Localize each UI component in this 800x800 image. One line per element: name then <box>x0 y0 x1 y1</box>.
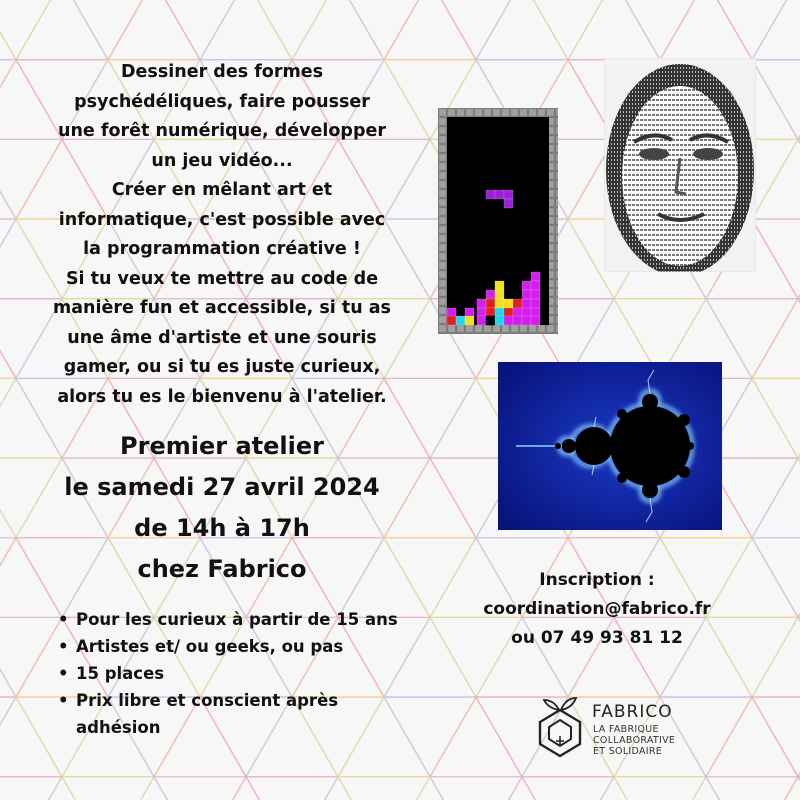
background-triangle <box>476 777 568 800</box>
tetris-block <box>504 308 513 317</box>
tetris-block <box>513 308 522 317</box>
background-triangle <box>752 0 800 60</box>
inscription-phone[interactable]: ou 07 49 93 81 12 <box>511 628 683 648</box>
event-details <box>36 426 408 590</box>
background-triangle <box>338 0 430 60</box>
background-triangle <box>384 777 476 800</box>
background-triangle <box>752 378 800 458</box>
tetris-block <box>495 190 504 199</box>
tetris-block <box>495 308 504 317</box>
intro-line: une forêt numérique, développer <box>58 121 386 141</box>
tetris-block <box>477 316 486 325</box>
background-triangle <box>16 0 108 60</box>
background-triangle <box>0 697 16 777</box>
tetris-block <box>522 299 531 308</box>
background-triangle <box>752 617 800 697</box>
tetris-block <box>486 308 495 317</box>
intro-line: Créer en mêlant art et <box>111 180 333 200</box>
background-triangle <box>522 0 614 60</box>
intro-line: Si tu veux te mettre au code de <box>65 268 379 289</box>
tetris-block <box>504 299 513 308</box>
background-triangle <box>0 0 62 60</box>
background-triangle <box>384 0 476 60</box>
background-triangle <box>292 0 384 60</box>
tetris-block <box>447 308 456 317</box>
tetris-block <box>486 316 495 325</box>
background-triangle <box>292 777 384 800</box>
background-triangle <box>430 0 522 60</box>
intro-line: psychédéliques, faire pousser <box>74 91 370 112</box>
background-triangle <box>660 0 752 60</box>
logo-tagline-line: COLLABORATIVE <box>593 735 676 746</box>
background-triangle <box>0 219 16 299</box>
tetris-block <box>456 316 465 325</box>
background-triangle <box>246 0 338 60</box>
tetris-block <box>495 299 504 308</box>
background-triangle <box>0 617 16 697</box>
background-triangle <box>614 0 706 60</box>
background-triangle <box>62 777 154 800</box>
tetris-block <box>513 299 522 308</box>
background-triangle <box>0 299 16 379</box>
tetris-block <box>522 281 531 290</box>
intro-line: alors tu es le bienvenu à l'atelier. <box>57 386 387 407</box>
background-triangle <box>568 777 660 800</box>
intro-line: manière fun et accessible, si tu as <box>53 298 391 318</box>
tetris-block <box>531 290 540 299</box>
tetris-block <box>531 299 540 308</box>
background-triangle <box>706 0 798 60</box>
background-triangle <box>338 777 430 800</box>
intro-line: la programmation créative ! <box>83 239 361 259</box>
tetris-block <box>495 316 504 325</box>
background-triangle <box>0 777 62 800</box>
tetris-block <box>486 290 495 299</box>
background-triangle <box>522 777 614 800</box>
event-time: de 14h à 17h <box>134 514 310 542</box>
tetris-block <box>531 272 540 281</box>
tetris-block <box>504 316 513 325</box>
background-triangle <box>0 617 62 697</box>
background-triangle <box>0 697 62 777</box>
tetris-block <box>477 299 486 308</box>
background-triangle <box>62 0 154 60</box>
tetris-block <box>504 199 513 208</box>
info-list <box>58 606 408 741</box>
background-triangle <box>430 777 522 800</box>
intro-line: Dessiner des formes <box>121 62 323 82</box>
tetris-block <box>531 308 540 317</box>
background-triangle <box>660 777 752 800</box>
tetris-block <box>504 190 513 199</box>
tetris-block <box>531 281 540 290</box>
logo-tagline-line: ET SOLIDAIRE <box>593 746 663 757</box>
background-triangle <box>200 777 292 800</box>
mandelbrot-fractal-image <box>498 362 722 530</box>
intro-line: gamer, ou si tu es juste curieux, <box>63 357 381 377</box>
list-item: • Prix libre et conscient après adhésion <box>58 687 408 741</box>
background-triangle <box>0 538 16 618</box>
tetris-block <box>447 316 456 325</box>
background-triangle <box>752 219 800 299</box>
background-triangle <box>0 458 16 538</box>
inscription-label: Inscription : <box>539 570 655 590</box>
tetris-block <box>486 299 495 308</box>
intro-line: une âme d'artiste et une souris <box>67 327 377 348</box>
background-triangle <box>752 458 800 538</box>
background-triangle <box>706 777 798 800</box>
tetris-block <box>477 308 486 317</box>
background-triangle <box>752 777 800 800</box>
background-triangle <box>0 0 16 60</box>
background-triangle <box>0 139 16 219</box>
background-triangle <box>614 777 706 800</box>
fabrico-logo-icon <box>532 692 588 760</box>
tetris-block <box>465 308 474 317</box>
background-triangle <box>154 777 246 800</box>
tetris-game-image <box>438 108 558 334</box>
list-item: • Artistes et/ ou geeks, ou pas <box>58 633 408 660</box>
inscription-email[interactable]: coordination@fabrico.fr <box>483 599 711 619</box>
background-triangle <box>752 538 800 618</box>
ascii-art-portrait-image <box>604 58 756 272</box>
background-triangle <box>0 777 16 800</box>
background-triangle <box>752 139 800 219</box>
tetris-block <box>531 316 540 325</box>
background-triangle <box>568 0 660 60</box>
tetris-block <box>465 316 474 325</box>
inscription-block <box>468 566 726 653</box>
background-triangle <box>16 777 108 800</box>
event-location: chez Fabrico <box>137 555 307 583</box>
list-item: • Pour les curieux à partir de 15 ans <box>58 606 408 633</box>
background-triangle <box>154 0 246 60</box>
tetris-block <box>522 290 531 299</box>
background-triangle <box>752 299 800 379</box>
tetris-block <box>522 308 531 317</box>
background-triangle <box>246 777 338 800</box>
background-triangle <box>430 697 522 777</box>
event-date: le samedi 27 avril 2024 <box>64 473 380 501</box>
background-triangle <box>752 60 800 140</box>
intro-text <box>48 58 396 412</box>
background-triangle <box>200 0 292 60</box>
tetris-block <box>513 316 522 325</box>
fabrico-logo <box>532 692 752 764</box>
logo-tagline-line: LA FABRIQUE <box>593 724 659 735</box>
background-triangle <box>108 0 200 60</box>
background-triangle <box>108 777 200 800</box>
intro-line: informatique, c'est possible avec <box>58 209 386 230</box>
tetris-block <box>486 190 495 199</box>
tetris-block <box>522 316 531 325</box>
logo-name: FABRICO <box>592 702 673 722</box>
intro-line: un jeu vidéo... <box>151 150 293 171</box>
list-item: • 15 places <box>58 660 408 687</box>
background-triangle <box>752 697 800 777</box>
background-triangle <box>476 0 568 60</box>
logo-tagline <box>593 724 675 757</box>
background-triangle <box>0 378 16 458</box>
tetris-block <box>495 290 504 299</box>
tetris-block <box>495 281 504 290</box>
background-triangle <box>0 60 16 140</box>
event-title: Premier atelier <box>120 432 324 460</box>
